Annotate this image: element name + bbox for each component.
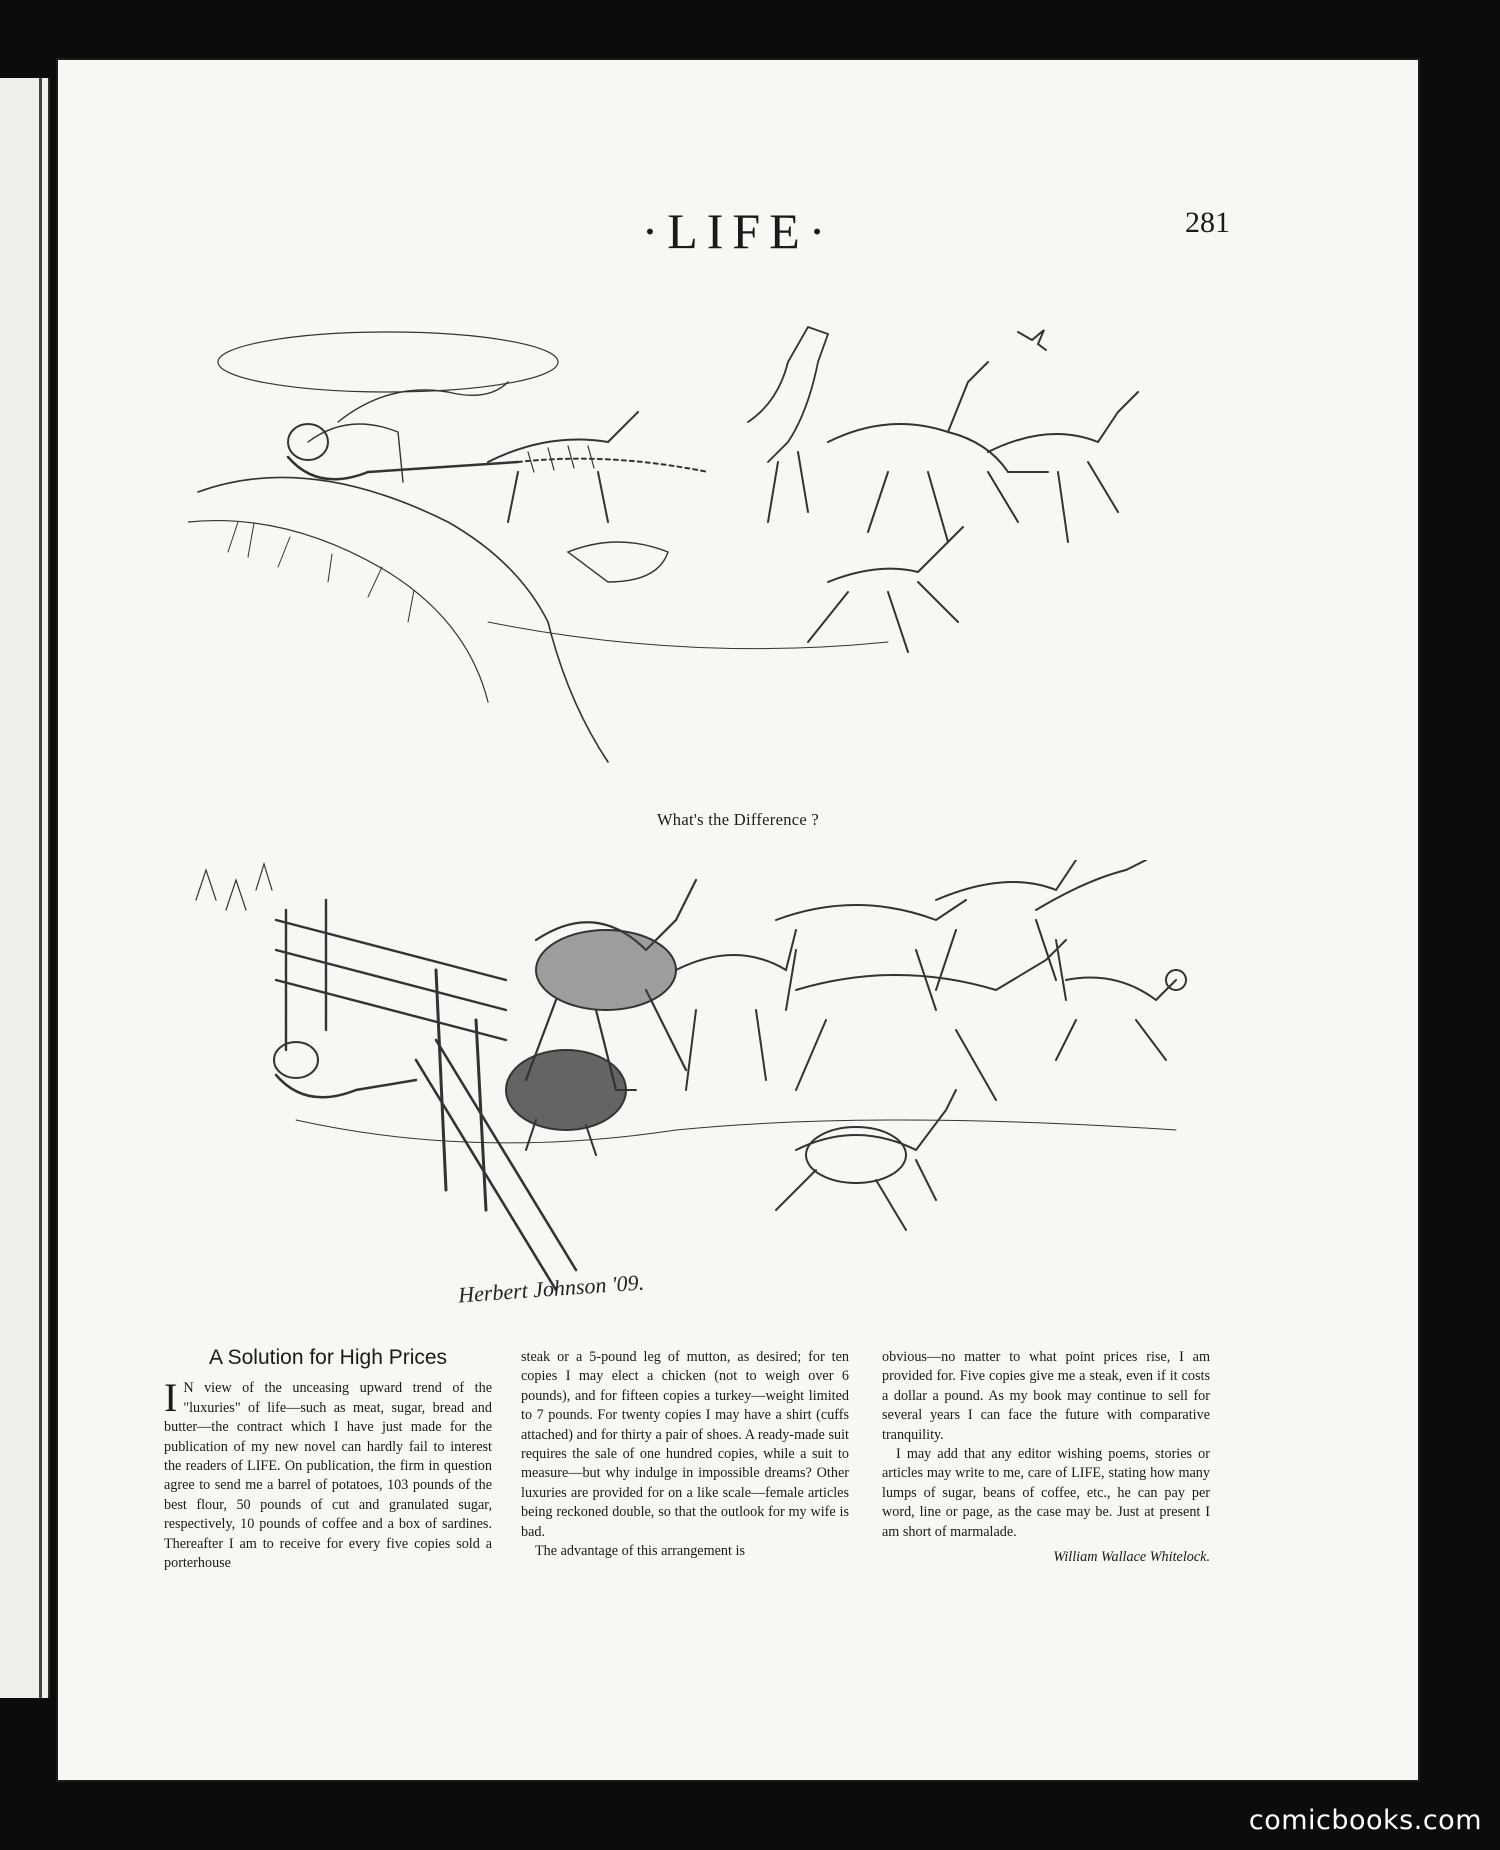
article-paragraph: I may add that any editor wishing poems, stories or articles may write to me, care of LIFE, stating how many lumps of sugar, beans of coffee, etc., he can pay per word, line or page, as the case may be. Just at present I am short of marmalade. (882, 1446, 1210, 1540)
site-watermark: comicbooks.com (1248, 1805, 1482, 1836)
article-byline: William Wallace Whitelock. (1053, 1549, 1210, 1566)
previous-page-edge (0, 78, 50, 1698)
drop-cap: I (164, 1375, 178, 1421)
article-column-3 (882, 1348, 1210, 1567)
article-paragraph: The advantage of this arrangement is (535, 1543, 745, 1560)
article-paragraph: steak or a 5-pound leg of mutton, as desired; for ten copies I may elect a chicken (not to weigh over 6 pounds), and for fifteen copies a turkey—weight limited to 7 pounds. For twenty copies I may have a shirt (cuffs attached) and for thirty a pair of shoes. A ready-made suit requires the sale of one hundred copies, while a suit to measure—but why indulge in impossible dreams? Other luxuries are provided for on a like scale—female articles being reckoned double, so that the outlook for my wife is bad. (521, 1349, 849, 1540)
masthead-title: ·LIFE· (641, 203, 835, 259)
cartoon-caption: What's the Difference ? (656, 810, 820, 829)
article-title: A Solution for High Prices (208, 1346, 448, 1369)
article-column-1 (164, 1348, 492, 1573)
article-column-2 (521, 1348, 849, 1561)
farm-stampede-drawing (176, 860, 1346, 1340)
farm-drawing-svg (176, 860, 1346, 1340)
magazine-page (58, 60, 1418, 1780)
article-columns (164, 1348, 1264, 1688)
safari-stampede-drawing (188, 322, 1338, 782)
article-paragraph (164, 1375, 492, 1573)
safari-drawing-svg (188, 322, 1338, 782)
artist-signature: Herbert Johnson '09. (457, 1269, 645, 1308)
article-paragraph: obvious—no matter to what point prices rise, I am provided for. Five copies give me a steak, even if it costs a dollar a pound. As my book may continue to sell for several years I can face the future with comparative tranquility. (882, 1349, 1210, 1443)
page-number: 281 (1185, 206, 1230, 239)
article-text: N view of the unceasing upward trend of the "luxuries" of life—such as meat, sugar, bread and butter—the contract which I have just made for the publication of my new novel can hardly fail to interest the readers of LIFE. On publication, the firm in question agree to send me a barrel of potatoes, 103 pounds of the best flour, 50 pounds of cut and granulated sugar, respectively, 10 pounds of coffee and a box of sardines. Thereafter I am to receive for every five copies sold a porterhouse (164, 1380, 492, 1572)
